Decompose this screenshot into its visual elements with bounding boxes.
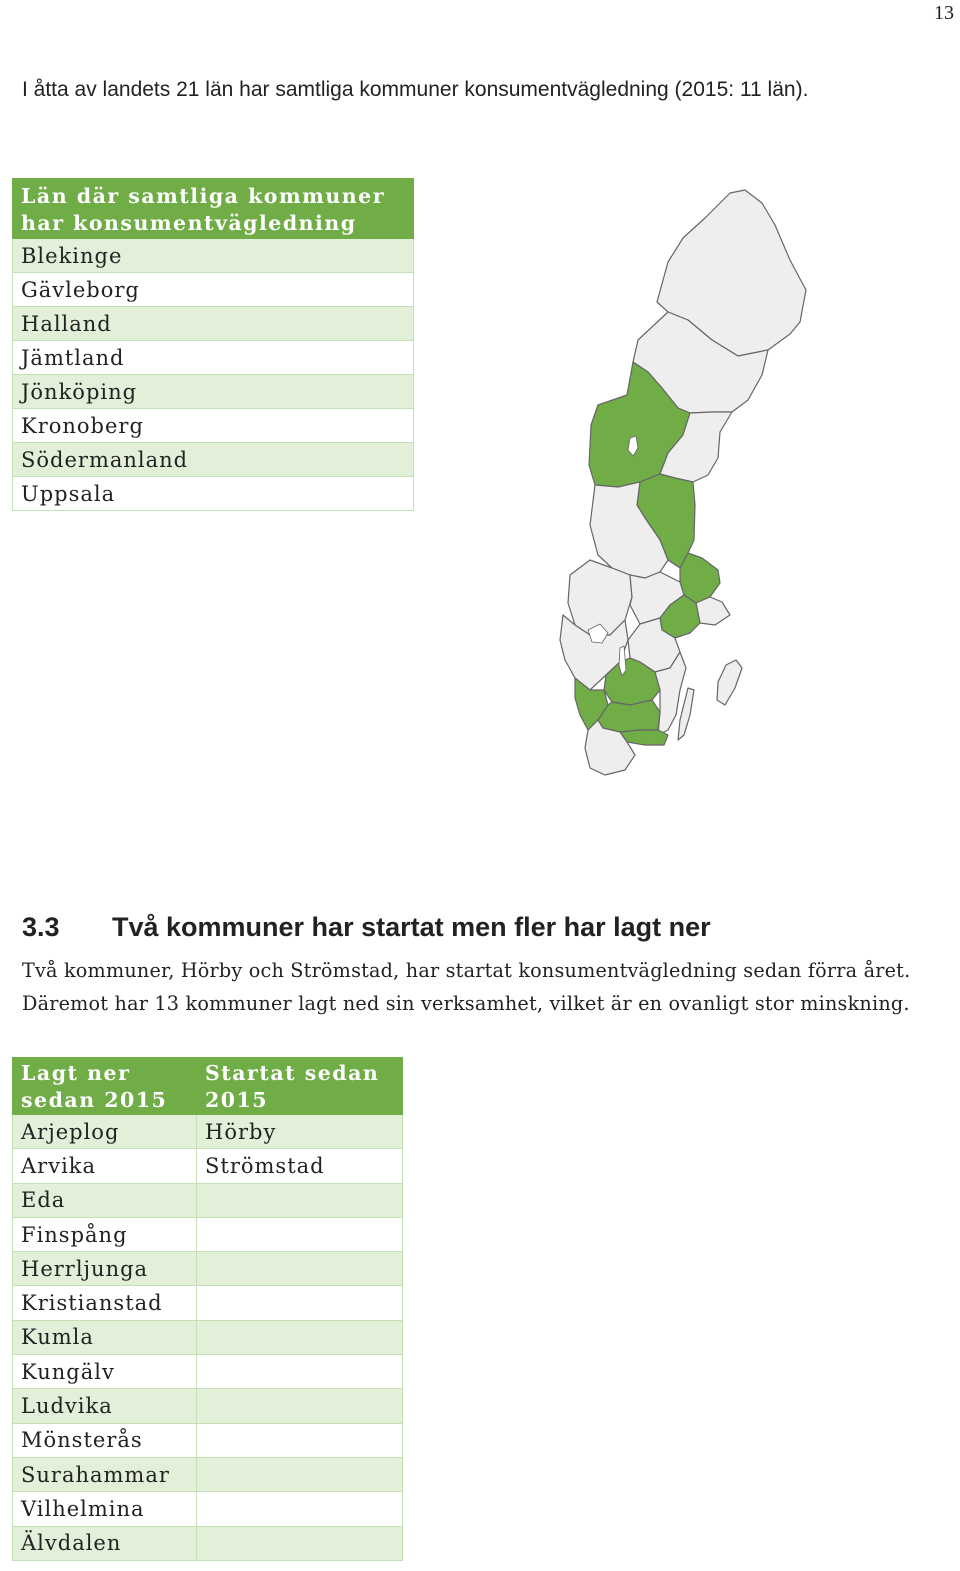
closed-cell: Surahammar <box>13 1457 197 1491</box>
county-table-header-row <box>13 179 414 239</box>
table-row <box>13 1252 403 1286</box>
section-title: Två kommuner har startat men fler har lagt ner <box>112 912 711 942</box>
table-row <box>13 239 414 273</box>
table-row <box>13 1320 403 1354</box>
county-table-header: Län där samtliga kommuner har konsumentvägledning <box>13 179 414 239</box>
table-row <box>13 307 414 341</box>
table-row <box>13 1389 403 1423</box>
page-number: 13 <box>934 2 954 24</box>
table-row <box>13 1217 403 1251</box>
closed-cell: Eda <box>13 1183 197 1217</box>
table-row <box>13 1149 403 1183</box>
closed-cell: Vilhelmina <box>13 1492 197 1526</box>
section-heading <box>22 912 711 943</box>
county-cell: Kronoberg <box>13 409 414 443</box>
table-row <box>13 409 414 443</box>
table-row <box>13 1457 403 1491</box>
section-number: 3.3 <box>22 912 60 942</box>
section-body <box>22 954 957 1020</box>
header-started: Startat sedan 2015 <box>197 1058 403 1115</box>
closed-cell: Kristianstad <box>13 1286 197 1320</box>
closed-cell: Finspång <box>13 1217 197 1251</box>
closed-cell: Ludvika <box>13 1389 197 1423</box>
table-row <box>13 1526 403 1560</box>
started-cell <box>197 1492 403 1526</box>
closed-cell: Herrljunga <box>13 1252 197 1286</box>
county-stockholm <box>696 597 730 625</box>
closed-cell: Mönsterås <box>13 1423 197 1457</box>
table-row <box>13 1423 403 1457</box>
table-row <box>13 341 414 375</box>
started-cell <box>197 1389 403 1423</box>
change-table <box>12 1057 403 1561</box>
island-oland <box>678 688 694 740</box>
table-row <box>13 1492 403 1526</box>
started-cell <box>197 1183 403 1217</box>
closed-cell: Arvika <box>13 1149 197 1183</box>
started-cell <box>197 1457 403 1491</box>
started-cell <box>197 1286 403 1320</box>
county-cell: Jämtland <box>13 341 414 375</box>
table-row <box>13 1183 403 1217</box>
county-cell: Halland <box>13 307 414 341</box>
table-row <box>13 273 414 307</box>
table-row <box>13 1286 403 1320</box>
county-uppsala <box>680 553 720 603</box>
closed-cell: Kungälv <box>13 1355 197 1389</box>
started-cell: Hörby <box>197 1115 403 1149</box>
island-gotland <box>717 660 742 705</box>
started-cell <box>197 1526 403 1560</box>
county-table <box>12 178 414 511</box>
table-row <box>13 477 414 511</box>
body-line: Två kommuner, Hörby och Strömstad, har startat konsumentvägledning sedan förra året. <box>22 959 911 982</box>
county-cell: Södermanland <box>13 443 414 477</box>
started-cell <box>197 1423 403 1457</box>
county-cell: Blekinge <box>13 239 414 273</box>
table-row <box>13 1355 403 1389</box>
table-row <box>13 1115 403 1149</box>
body-line: Däremot har 13 kommuner lagt ned sin verksamhet, vilket är en ovanligt stor minskning. <box>22 992 910 1015</box>
sweden-county-map <box>552 188 814 778</box>
county-cell: Gävleborg <box>13 273 414 307</box>
table-row <box>13 443 414 477</box>
county-cell: Uppsala <box>13 477 414 511</box>
table-row <box>13 375 414 409</box>
closed-cell: Kumla <box>13 1320 197 1354</box>
started-cell <box>197 1252 403 1286</box>
county-cell: Jönköping <box>13 375 414 409</box>
started-cell: Strömstad <box>197 1149 403 1183</box>
started-cell <box>197 1355 403 1389</box>
intro-text: I åtta av landets 21 län har samtliga kommuner konsumentvägledning (2015: 11 län). <box>22 78 809 101</box>
change-table-header-row <box>13 1058 403 1115</box>
header-closed: Lagt ner sedan 2015 <box>13 1058 197 1115</box>
closed-cell: Älvdalen <box>13 1526 197 1560</box>
started-cell <box>197 1320 403 1354</box>
started-cell <box>197 1217 403 1251</box>
closed-cell: Arjeplog <box>13 1115 197 1149</box>
